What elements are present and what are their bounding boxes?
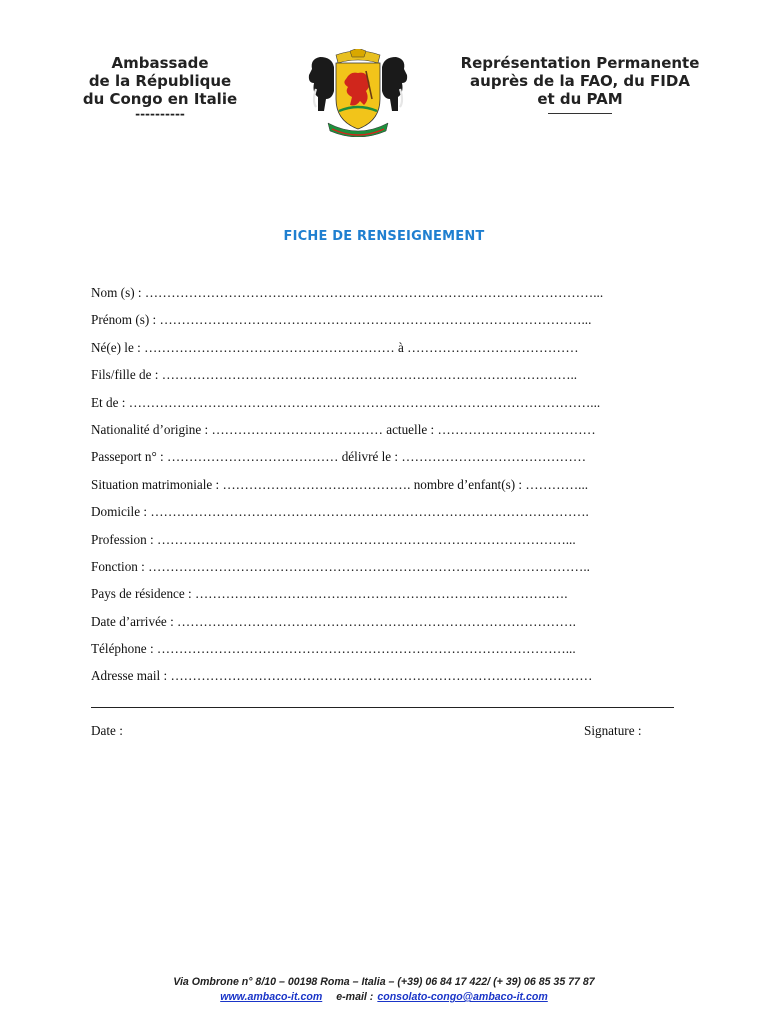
- date-field-label[interactable]: Date :: [91, 723, 123, 738]
- footer-address: Via Ombrone n° 8/10 – 00198 Roma – Italia – (+39) 06 84 17 422/ (+ 39) 06 85 35 77 87: [173, 976, 595, 988]
- embassy-header: [60, 54, 260, 120]
- field-date-lieu-naissance[interactable]: Né(e) le : ………………………………………………… à …………………………………: [91, 339, 579, 355]
- field-passeport[interactable]: Passeport n° : ………………………………… délivré le : ……………………………………: [91, 449, 587, 465]
- footer-contacts: [0, 991, 768, 1003]
- embassy-header-line3: du Congo en Italie: [82, 90, 238, 108]
- representation-header-rule: [548, 113, 612, 114]
- field-nationalite[interactable]: Nationalité d’origine : ………………………………… actuelle : ………………………………: [91, 421, 596, 437]
- field-fils-fille-de[interactable]: Fils/fille de : …………………………………………………………………………………..: [91, 367, 578, 383]
- field-situation-matrimoniale[interactable]: Situation matrimoniale : ……………………………………. nombre d’enfant(s) : …………...: [91, 476, 589, 492]
- embassy-header-line2: de la République: [88, 72, 232, 90]
- field-et-de[interactable]: Et de : ……………………………………………………………………………………………...: [91, 394, 601, 410]
- representation-header-line1: Représentation Permanente: [460, 54, 700, 72]
- field-telephone[interactable]: Téléphone : …………………………………………………………………………………...: [91, 641, 576, 657]
- embassy-header-line1: Ambassade: [111, 54, 209, 72]
- representation-header-line2: auprès de la FAO, du FIDA: [470, 72, 690, 90]
- field-date-arrivee[interactable]: Date d’arrivée : ……………………………………………………………………………….: [91, 613, 576, 629]
- form-title: FICHE DE RENSEIGNEMENT: [283, 229, 485, 244]
- website-link[interactable]: www.ambaco-it.com: [220, 991, 323, 1003]
- form-separator: [91, 707, 674, 708]
- field-prenom[interactable]: Prénom (s) : ……………………………………………………………………………………...: [91, 312, 592, 328]
- field-adresse-mail[interactable]: Adresse mail : ……………………………………………………………………………………: [91, 668, 593, 684]
- field-fonction[interactable]: Fonction : ………………………………………………………………………………………..: [91, 558, 590, 574]
- field-domicile[interactable]: Domicile : ……………………………………………………………………………………….: [91, 504, 589, 520]
- field-pays-de-residence[interactable]: Pays de résidence : ………………………………………………………………………….: [91, 586, 568, 602]
- signature-field-label[interactable]: Signature :: [584, 723, 642, 738]
- field-profession[interactable]: Profession : …………………………………………………………………………………...: [91, 531, 576, 547]
- representation-header-line3: et du PAM: [537, 90, 623, 108]
- congo-coat-of-arms-icon: [306, 49, 410, 137]
- email-label: e-mail :: [336, 991, 374, 1003]
- email-link[interactable]: consolato-congo@ambaco-it.com: [377, 991, 548, 1003]
- embassy-header-dashes: ----------: [135, 107, 185, 121]
- permanent-representation-header: [450, 54, 710, 114]
- field-nom[interactable]: Nom (s) : …………………………………………………………………………………………...: [91, 285, 604, 300]
- information-form: [91, 284, 681, 695]
